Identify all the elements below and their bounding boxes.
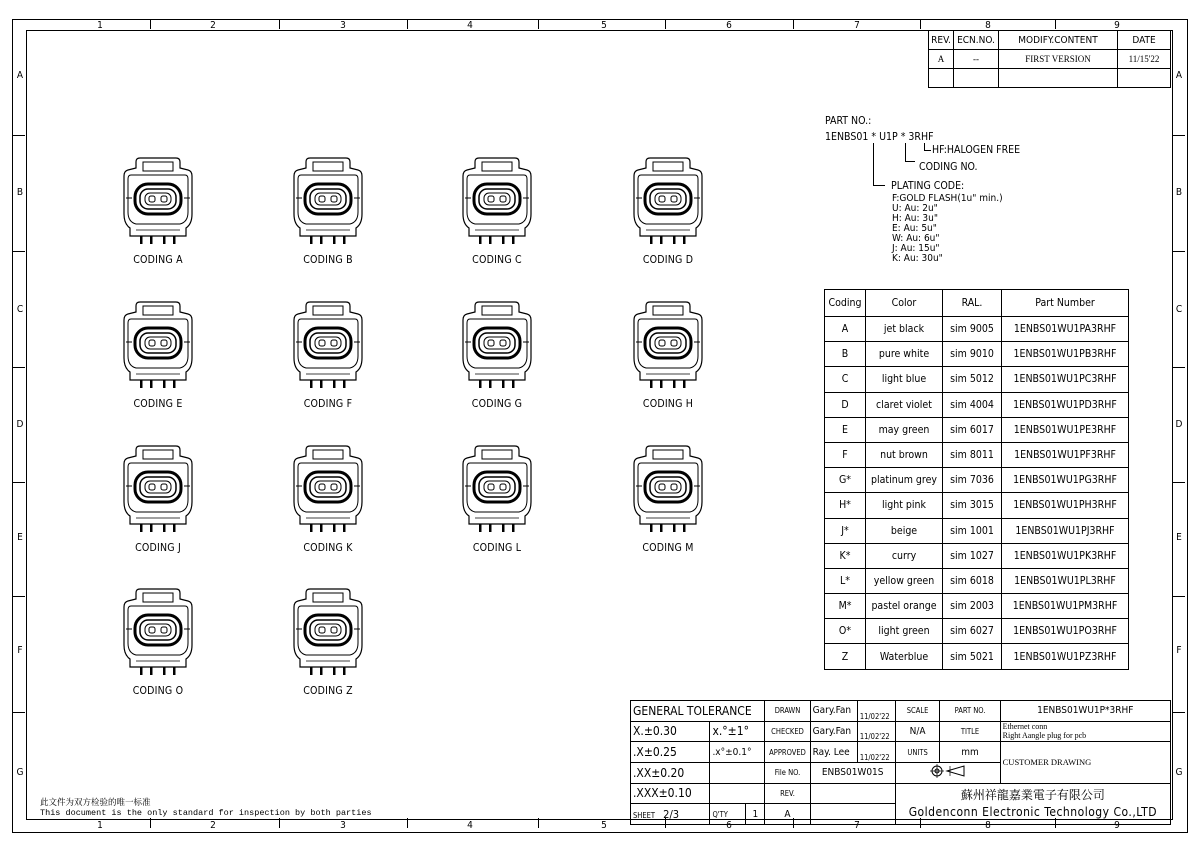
connector-drawing-coding-z bbox=[288, 583, 368, 683]
file-no-value: ENBS01W01S bbox=[810, 762, 895, 783]
connector-label-coding-l: CODING L bbox=[472, 542, 522, 554]
part-number-cell: 1ENBS01WU1PO3RHF bbox=[1002, 619, 1129, 644]
connector-drawing-coding-g bbox=[457, 296, 537, 396]
zone-tick bbox=[13, 251, 25, 252]
general-tolerance-label: GENERAL TOLERANCE bbox=[631, 701, 765, 722]
tolerance-dot-xx: .XX±0.20 bbox=[631, 762, 710, 783]
approved-label: APPROVED bbox=[765, 742, 810, 763]
drawn-date: 11/02'22 bbox=[857, 701, 895, 722]
ral-cell: sim 1027 bbox=[943, 543, 1002, 568]
zone-column-1: 1 bbox=[97, 820, 103, 831]
ral-cell: sim 3015 bbox=[943, 493, 1002, 518]
connector-label-coding-h: CODING H bbox=[642, 398, 694, 410]
checked-by: Gary.Fan bbox=[810, 721, 857, 742]
tolerance-dot-x: .X±0.25 bbox=[631, 742, 710, 763]
modify-header: MODIFY.CONTENT bbox=[999, 31, 1118, 50]
angle-tolerance-1: x.°±1° bbox=[710, 721, 765, 742]
coding-cell: E bbox=[825, 417, 866, 442]
coding-table bbox=[824, 289, 1129, 670]
ral-cell: sim 6018 bbox=[943, 568, 1002, 593]
ral-cell: sim 5012 bbox=[943, 367, 1002, 392]
connector-label-coding-f: CODING F bbox=[303, 398, 353, 410]
part-number-cell: 1ENBS01WU1PZ3RHF bbox=[1002, 644, 1129, 669]
ral-cell: sim 6027 bbox=[943, 619, 1002, 644]
zone-tick bbox=[279, 818, 280, 828]
part-number-cell: 1ENBS01WU1PC3RHF bbox=[1002, 367, 1129, 392]
zone-row-G: G bbox=[1175, 767, 1183, 778]
ecn-value: -- bbox=[954, 50, 999, 69]
zone-tick bbox=[13, 135, 25, 136]
zone-column-6: 6 bbox=[726, 820, 732, 831]
coding-table-row bbox=[825, 568, 1129, 593]
title-value: Ethernet conn Right Aangle plug for pcb bbox=[1000, 721, 1170, 742]
part-number-cell: 1ENBS01WU1PJ3RHF bbox=[1002, 518, 1129, 543]
file-no-label: File NO. bbox=[765, 762, 810, 783]
coding-table-row bbox=[825, 543, 1129, 568]
coding-cell: J* bbox=[825, 518, 866, 543]
part-number-cell: 1ENBS01WU1PL3RHF bbox=[1002, 568, 1129, 593]
company-name-en: Goldenconn Electronic Technology Co.,LTD bbox=[908, 804, 1158, 819]
coding-cell: O* bbox=[825, 619, 866, 644]
ral-cell: sim 8011 bbox=[943, 442, 1002, 467]
title-block bbox=[630, 700, 1171, 825]
zone-tick bbox=[13, 367, 25, 368]
title-part-no: 1ENBS01WU1P*3RHF bbox=[1000, 701, 1170, 722]
units-label: UNITS bbox=[895, 742, 940, 763]
zone-tick bbox=[1173, 596, 1185, 597]
zone-row-F: F bbox=[17, 645, 23, 656]
zone-tick bbox=[793, 19, 794, 29]
company-block bbox=[895, 783, 1170, 824]
part-no-label: PART NO. bbox=[940, 701, 1000, 722]
ral-cell: sim 4004 bbox=[943, 392, 1002, 417]
coding-table-row bbox=[825, 644, 1129, 669]
zone-row-D: D bbox=[16, 419, 24, 430]
rev-value: A bbox=[929, 50, 954, 69]
ecn-header: ECN.NO. bbox=[954, 31, 999, 50]
connector-drawing-coding-b bbox=[288, 152, 368, 252]
zone-column-2: 2 bbox=[210, 820, 216, 831]
connector-label-coding-c: CODING C bbox=[472, 254, 522, 266]
part-number-cell: 1ENBS01WU1PF3RHF bbox=[1002, 442, 1129, 467]
coding-table-row bbox=[825, 468, 1129, 493]
zone-column-3: 3 bbox=[340, 20, 346, 31]
zone-tick bbox=[1173, 482, 1185, 483]
color-cell: pastel orange bbox=[866, 594, 943, 619]
coding-cell: K* bbox=[825, 543, 866, 568]
connector-label-coding-b: CODING B bbox=[303, 254, 353, 266]
zone-tick bbox=[920, 19, 921, 29]
coding-table-row bbox=[825, 317, 1129, 342]
coding-table-row bbox=[825, 493, 1129, 518]
zone-column-9: 9 bbox=[1114, 20, 1120, 31]
part-number-cell: 1ENBS01WU1PM3RHF bbox=[1002, 594, 1129, 619]
coding-table-row bbox=[825, 442, 1129, 467]
zone-row-D: D bbox=[1175, 419, 1183, 430]
date-value: 11/15'22 bbox=[1118, 50, 1171, 69]
connector-label-coding-g: CODING G bbox=[471, 398, 523, 410]
color-col-header: Color bbox=[866, 290, 943, 317]
title-label: TITLE bbox=[940, 721, 1000, 742]
zone-column-2: 2 bbox=[210, 20, 216, 31]
connector-drawing-coding-l bbox=[457, 440, 537, 540]
color-cell: light green bbox=[866, 619, 943, 644]
zone-tick bbox=[407, 818, 408, 828]
zone-row-E: E bbox=[17, 532, 23, 543]
plating-list: F:GOLD FLASH(1u" min.) U: Au: 2u" H: Au: 3u" E: Au: 5u" W: Au: 6u" J: Au: 15u" K: Au: 30u" bbox=[892, 193, 1003, 264]
zone-row-B: B bbox=[1175, 187, 1183, 198]
angle-tolerance-2: .x°±0.1° bbox=[710, 742, 765, 763]
part-no-title: PART NO.: bbox=[825, 115, 872, 127]
coding-cell: B bbox=[825, 342, 866, 367]
connector-label-coding-o: CODING O bbox=[132, 685, 184, 697]
zone-row-C: C bbox=[1175, 304, 1183, 315]
zone-row-G: G bbox=[16, 767, 24, 778]
qty-value: 1 bbox=[746, 804, 765, 825]
connector-label-coding-e: CODING E bbox=[133, 398, 183, 410]
revision-table bbox=[928, 30, 1171, 88]
ral-cell: sim 7036 bbox=[943, 468, 1002, 493]
zone-tick bbox=[1173, 135, 1185, 136]
date-header: DATE bbox=[1118, 31, 1171, 50]
connector-drawing-coding-d bbox=[628, 152, 708, 252]
color-cell: claret violet bbox=[866, 392, 943, 417]
part-no-code: 1ENBS01 * U1P * 3RHF bbox=[825, 131, 934, 143]
zone-column-8: 8 bbox=[985, 820, 991, 831]
part-number-cell: 1ENBS01WU1PE3RHF bbox=[1002, 417, 1129, 442]
connector-drawing-coding-h bbox=[628, 296, 708, 396]
color-cell: Waterblue bbox=[866, 644, 943, 669]
zone-column-3: 3 bbox=[340, 820, 346, 831]
zone-tick bbox=[150, 19, 151, 29]
part-number-cell: 1ENBS01WU1PK3RHF bbox=[1002, 543, 1129, 568]
color-cell: curry bbox=[866, 543, 943, 568]
modify-value: FIRST VERSION bbox=[999, 50, 1118, 69]
part-number-cell: 1ENBS01WU1PD3RHF bbox=[1002, 392, 1129, 417]
projection-symbol bbox=[895, 762, 1000, 783]
connector-label-coding-d: CODING D bbox=[642, 254, 694, 266]
ral-cell: sim 9005 bbox=[943, 317, 1002, 342]
zone-tick bbox=[13, 482, 25, 483]
part-number-cell: 1ENBS01WU1PG3RHF bbox=[1002, 468, 1129, 493]
connector-label-coding-m: CODING M bbox=[642, 542, 694, 554]
color-cell: jet black bbox=[866, 317, 943, 342]
zone-tick bbox=[1173, 367, 1185, 368]
rev-value: A bbox=[765, 804, 810, 825]
connector-label-coding-k: CODING K bbox=[303, 542, 353, 554]
zone-column-7: 7 bbox=[854, 820, 860, 831]
inspection-note bbox=[40, 798, 372, 818]
zone-row-B: B bbox=[16, 187, 24, 198]
coding-table-row bbox=[825, 367, 1129, 392]
ral-cell: sim 6017 bbox=[943, 417, 1002, 442]
zone-row-F: F bbox=[1176, 645, 1182, 656]
connector-drawing-coding-e bbox=[118, 296, 198, 396]
zone-tick bbox=[1173, 712, 1185, 713]
scale-value: N/A bbox=[895, 721, 940, 742]
connector-label-coding-z: CODING Z bbox=[303, 685, 353, 697]
drawn-label: DRAWN bbox=[765, 701, 810, 722]
sheet-cell: SHEET 2/3 bbox=[631, 804, 710, 825]
color-cell: may green bbox=[866, 417, 943, 442]
zone-tick bbox=[279, 19, 280, 29]
connector-drawing-coding-a bbox=[118, 152, 198, 252]
ral-cell: sim 2003 bbox=[943, 594, 1002, 619]
checked-date: 11/02'22 bbox=[857, 721, 895, 742]
scale-label: SCALE bbox=[895, 701, 940, 722]
customer-drawing: CUSTOMER DRAWING bbox=[1000, 742, 1170, 783]
coding-cell: M* bbox=[825, 594, 866, 619]
color-cell: light blue bbox=[866, 367, 943, 392]
ral-cell: sim 5021 bbox=[943, 644, 1002, 669]
zone-tick bbox=[1055, 19, 1056, 29]
coding-cell: D bbox=[825, 392, 866, 417]
zone-column-4: 4 bbox=[467, 820, 473, 831]
connector-drawing-coding-o bbox=[118, 583, 198, 683]
zone-tick bbox=[1173, 251, 1185, 252]
drawn-by: Gary.Fan bbox=[810, 701, 857, 722]
zone-tick bbox=[150, 818, 151, 828]
coding-cell: Z bbox=[825, 644, 866, 669]
zone-column-1: 1 bbox=[97, 20, 103, 31]
part-number-cell: 1ENBS01WU1PB3RHF bbox=[1002, 342, 1129, 367]
tolerance-dot-xxx: .XXX±0.10 bbox=[631, 783, 710, 804]
ral-cell: sim 1001 bbox=[943, 518, 1002, 543]
color-cell: beige bbox=[866, 518, 943, 543]
approved-date: 11/02'22 bbox=[857, 742, 895, 763]
zone-row-A: A bbox=[1175, 70, 1183, 81]
part-number-cell: 1ENBS01WU1PH3RHF bbox=[1002, 493, 1129, 518]
checked-label: CHECKED bbox=[765, 721, 810, 742]
zone-column-8: 8 bbox=[985, 20, 991, 31]
zone-column-6: 6 bbox=[726, 20, 732, 31]
color-cell: yellow green bbox=[866, 568, 943, 593]
coding-table-row bbox=[825, 518, 1129, 543]
connector-drawing-coding-c bbox=[457, 152, 537, 252]
color-cell: pure white bbox=[866, 342, 943, 367]
zone-tick bbox=[538, 19, 539, 29]
zone-column-5: 5 bbox=[601, 20, 607, 31]
zone-column-4: 4 bbox=[467, 20, 473, 31]
connector-drawing-coding-k bbox=[288, 440, 368, 540]
rev-label: REV. bbox=[765, 783, 810, 804]
zone-tick bbox=[538, 818, 539, 828]
zone-tick bbox=[13, 596, 25, 597]
sheet-value: 2/3 bbox=[663, 807, 680, 821]
part-number-cell: 1ENBS01WU1PA3RHF bbox=[1002, 317, 1129, 342]
connector-label-coding-j: CODING J bbox=[135, 542, 181, 554]
inspection-note-cn: 此文件为双方检验的唯一标准 bbox=[40, 798, 151, 808]
zone-row-E: E bbox=[1176, 532, 1182, 543]
coding-cell: A bbox=[825, 317, 866, 342]
coding-table-row bbox=[825, 392, 1129, 417]
connector-label-coding-a: CODING A bbox=[133, 254, 183, 266]
zone-row-C: C bbox=[16, 304, 24, 315]
qty-label: Q'TY bbox=[710, 804, 746, 825]
color-cell: nut brown bbox=[866, 442, 943, 467]
rev-header: REV. bbox=[929, 31, 954, 50]
coding-cell: C bbox=[825, 367, 866, 392]
zone-tick bbox=[13, 712, 25, 713]
connector-drawing-coding-f bbox=[288, 296, 368, 396]
zone-row-A: A bbox=[16, 70, 24, 81]
coding-cell: H* bbox=[825, 493, 866, 518]
coding-table-row bbox=[825, 594, 1129, 619]
zone-column-9: 9 bbox=[1114, 820, 1120, 831]
ral-col-header: RAL. bbox=[943, 290, 1002, 317]
company-name-cn: 蘇州祥龍嘉業電子有限公司 bbox=[960, 787, 1105, 802]
coding-table-row bbox=[825, 417, 1129, 442]
coding-cell: G* bbox=[825, 468, 866, 493]
tolerance-x: X.±0.30 bbox=[631, 721, 710, 742]
connector-drawing-coding-m bbox=[628, 440, 708, 540]
coding-no-note: CODING NO. bbox=[919, 161, 978, 173]
hf-note: HF:HALOGEN FREE bbox=[932, 144, 1021, 156]
approved-by: Ray. Lee bbox=[810, 742, 857, 763]
part-number-col-header: Part Number bbox=[1002, 290, 1129, 317]
coding-col-header: Coding bbox=[825, 290, 866, 317]
zone-tick bbox=[665, 19, 666, 29]
zone-column-7: 7 bbox=[854, 20, 860, 31]
third-angle-projection-icon bbox=[930, 764, 966, 778]
coding-cell: L* bbox=[825, 568, 866, 593]
color-cell: platinum grey bbox=[866, 468, 943, 493]
plating-title: PLATING CODE: bbox=[891, 180, 965, 192]
units-value: mm bbox=[940, 742, 1000, 763]
zone-tick bbox=[407, 19, 408, 29]
coding-table-row bbox=[825, 342, 1129, 367]
coding-cell: F bbox=[825, 442, 866, 467]
coding-table-row bbox=[825, 619, 1129, 644]
zone-column-5: 5 bbox=[601, 820, 607, 831]
inspection-note-en: This document is the only standard for inspection by both parties bbox=[40, 808, 372, 818]
connector-drawing-coding-j bbox=[118, 440, 198, 540]
color-cell: light pink bbox=[866, 493, 943, 518]
ral-cell: sim 9010 bbox=[943, 342, 1002, 367]
